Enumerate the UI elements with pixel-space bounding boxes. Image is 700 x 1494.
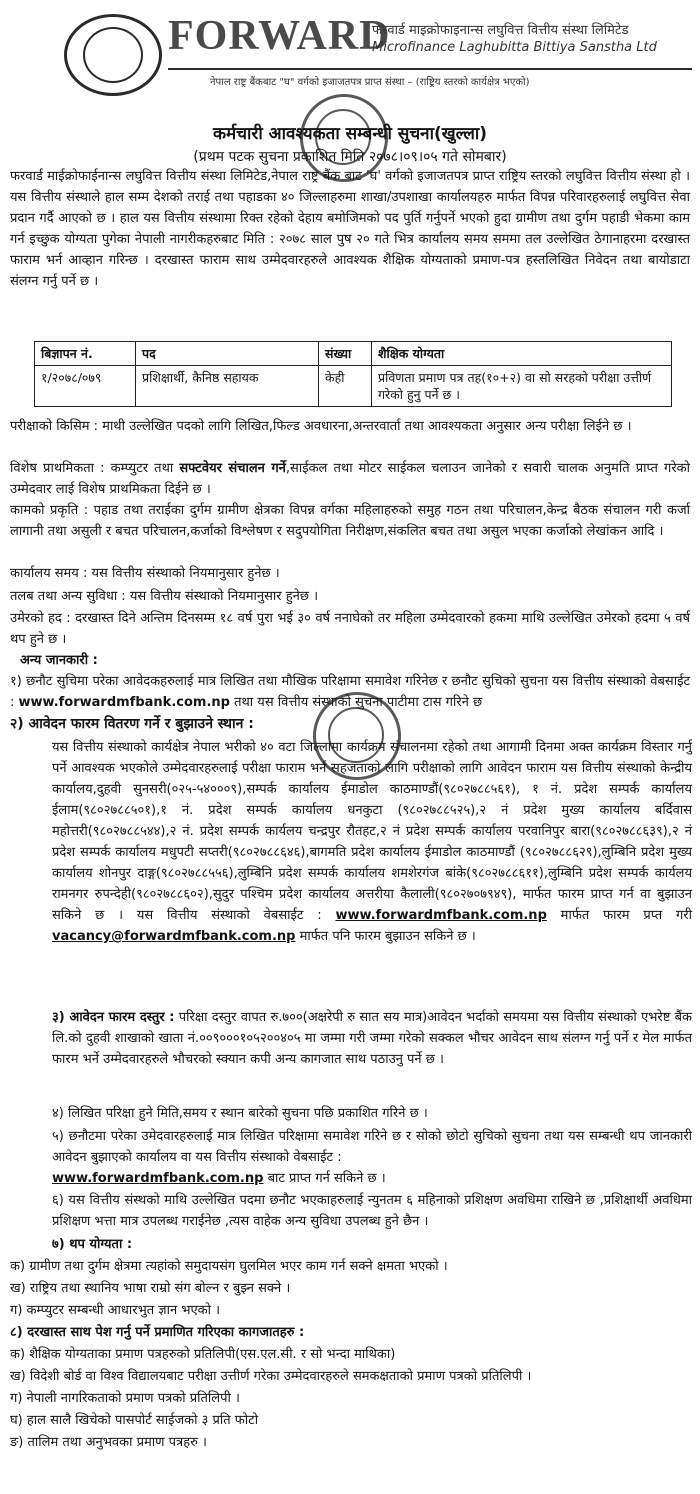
header-qualification: शैक्षिक योग्यता bbox=[372, 342, 672, 366]
section3-body bbox=[52, 1007, 692, 1070]
exam-type: परीक्षाको किसिम : माथी उल्लेखित पदको लागि लिखित,फिल्ड अवधारना,अन्तरवार्ता तथा आवश्यकता अनुसार अन्य परीक्षा लिईने छ । bbox=[10, 419, 632, 434]
website-link[interactable]: www.forwardmfbank.com.np bbox=[18, 695, 230, 710]
email-link[interactable]: vacancy@forwardmfbank.com.np bbox=[52, 929, 296, 944]
section8-item: क) शैक्षिक योग्यताका प्रमाण पत्रहरुको प्रतिलिपी(एस.एल.सी. र सो भन्दा माथिका) bbox=[10, 1347, 396, 1362]
salary-benefits: तलब तथा अन्य सुविधा : यस वित्तीय संस्थाको नियमानुसार हुनेछ । bbox=[10, 589, 319, 604]
company-logo bbox=[64, 14, 162, 96]
section3-text: परिक्षा दस्तुर वापत रु.७००(अक्षरेपी रु सात सय मात्र)आवेदन भर्दाको समयमा यस वित्तीय संस्थाको एभरेष्ट बैंक लि.को दुहवी शाखाको खाता नं.००९०००१०५२००४०५ मा जम्मा गरी जम्मा गरेको सक्कल भौचर आवेदन साथ संलग्न गर्नु पर्ने र मेल मार्फत फारम भर्ने उम्मेदवारहरुले भौचरको स्क्यान कपी अन्य कागजात साथ पठाउनु पर्ने छ । bbox=[52, 1010, 693, 1067]
intro-paragraph: फरवार्ड माईक्रोफाईनान्स लघुवित्त वित्तीय संस्था लिमिटेड,नेपाल राष्ट्र बैंक बाट 'घ' वर्गको इजाजतपत्र प्राप्त राष्ट्रिय स्तरको लघुवित्त वित्तीय संस्था हो । यस वित्तीय संस्थाले हाल सम्म देशको तराई तथा पहाडका ४० जिल्लाहरुमा शाखा/उपशाखा कार्यालयहरु मार्फत विपन्न परिवारहरुलाई लघुवित्त सेवा प्रदान गर्दै आएको छ । हाल यस वित्तीय संस्थामा रिक्त रहेको देहाय बमोजिमको पद पुर्ति गर्नुपर्ने भएको हुदा ग्रामीण तथा दुर्गम पहाडी भेकमा काम गर्न इच्छुक योग्यता पुगेका नेपाली नागरीकहरुबाट मिति : २०७८ साल पुष २० गते भित्र कार्यालय समय सममा तल उल्लेखित ठेगानाहरमा दरखास्त फाराम भर्न आव्हान गरिन्छ । दरखास्त फाराम साथ उम्मेदवारहरुले आवश्यक शैक्षिक योग्यताको प्रमाण-पत्र हस्तलिखित निवेदन तथा बायोडाटा संलग्न गर्नु पर्ने छ । bbox=[10, 169, 690, 289]
license-line: नेपाल राष्ट्र बैंकबाट "घ" वर्गको इजाजतपत्र प्राप्त संस्था – (राष्ट्रिय स्तरको कार्यक्षेत्र भएको) bbox=[210, 77, 530, 88]
age-limit: उमेरको हद : दरखास्त दिने अन्तिम दिनसम्म १८ वर्ष पुरा भई ३० वर्ष ननाघेको तर महिला उम्मेदवारको हकमा माथि उल्लेखित उमेरको हदमा ५ वर्ष थप हुने छ । bbox=[10, 611, 690, 647]
notice-title: कर्मचारी आवश्यकता सम्बन्धी सुचना(खुल्ला) bbox=[212, 124, 488, 144]
website-link[interactable]: www.forwardmfbank.com.np bbox=[52, 1171, 264, 1186]
section5-tail: बाट प्राप्त गर्न सकिने छ । bbox=[263, 1171, 386, 1186]
org-name-english: Microfinance Laghubitta Bittiya Sanstha Ltd bbox=[372, 40, 657, 55]
section5-text: ५) छनौटमा परेका उमेदवारहरुलाई मात्र लिखित परिक्षामा समावेश गरिने छ र सोको छोटो सुचिको सुचना तथा यस सम्बन्धी थप जानकारी आवेदन बुझाएको कार्यालय वा यस वित्तीय संस्थाको वेबसाईट : bbox=[52, 1129, 692, 1165]
cell-ad-number: १/२०७८/०७९ bbox=[35, 366, 136, 407]
table-row bbox=[35, 366, 672, 407]
header-ad-number: बिज्ञापन नं. bbox=[35, 342, 136, 366]
website-link[interactable]: www.forwardmfbank.com.np bbox=[335, 908, 547, 923]
section8-item: ख) विदेशी बोर्ड वा विश्व विद्यालयबाट परीक्षा उत्तीर्ण गरेका उम्मेदवारहरुले समकक्षताको प्रमाण पत्रको प्रतिलिपी । bbox=[10, 1369, 532, 1384]
section2-tail: मार्फत पनि फारम बुझाउन सकिने छ । bbox=[299, 929, 476, 944]
header-count: संख्या bbox=[319, 342, 372, 366]
section7-item: ख) राष्ट्रिय तथा स्थानिय भाषा राम्रो संग बोल्न र बुझ्न सक्ने । bbox=[10, 1281, 291, 1296]
section8-heading: ८) दरखास्त साथ पेश गर्नु पर्ने प्रमाणित गरिएका कागजातहरु : bbox=[10, 1325, 305, 1340]
priority-prefix: विशेष प्राथमिकता : कम्प्युटर तथा bbox=[10, 461, 180, 476]
section8-item: ङ) तालिम तथा अनुभवका प्रमाण पत्रहरु । bbox=[10, 1435, 207, 1450]
section7-item: ग) कम्प्युटर सम्बन्धी आधारभुत ज्ञान भएको । bbox=[10, 1303, 221, 1318]
section6: ६) यस वित्तीय संस्थको माथि उल्लेखित पदमा छनौट भएकाहरुलाई न्युनतम ६ महिनाको प्रशिक्षण अवधिमा राखिने छ ,प्रशिक्षार्थी अवधिमा प्रशिक्षण भत्ता मात्र उपलब्ध गराईनेछ ,त्यस वाहेक अन्य सुविधा उपलब्ध हुने छैन । bbox=[52, 1193, 692, 1229]
org-name-nepali: फरवार्ड माइक्रोफाइनान्स लघुवित्त वित्तीय संस्था लिमिटेड bbox=[372, 23, 629, 38]
section3-label: ३) आवेदन फारम दस्तुर : bbox=[52, 1010, 175, 1025]
item1-text: १) छनौट सुचिमा परेका आवेदकहरुलाई मात्र लिखित तथा मौखिक परिक्षामा समावेश गरिनेछ र छनौट सुचिको सुचना यस वित्तीय संस्थाको वेबसाईट : bbox=[10, 674, 690, 710]
section5 bbox=[52, 1126, 692, 1189]
section2-body bbox=[52, 737, 692, 947]
section2-text: यस वित्तीय संस्थाको कार्यक्षेत्र नेपाल भरीको ४० वटा जिल्लामा कार्यक्रम संचालनमा रहेको तथा आगामी दिनमा अक्त कार्यक्रम विस्तार गर्नु पर्ने आवश्यक भएकोले उम्मेदवारहरुलाई परीक्षा फाराम भर्न सहजताको लागि परीक्षाको लागि आवेदन फाराम यस वित्तीय संस्थाको केन्द्रीय कार्यालय,दुहवी सुनसरी(०२५-५४०००९),सम्पर्क कार्यालय ईमाडोल काठमाण्डौं(९८०२७८८५६१), १ नं. प्रदेश सम्पर्क कार्यालय ईलाम(९८०२७८८५०१),१ नं. प्रदेश सम्पर्क कार्यालय धनकुटा (९८०२७८८५२५),२ नं प्रदेश मुख्य कार्यालय बर्दिवास महोत्तरी(९८०२७८८५४४),२ नं. प्रदेश सम्पर्क कार्यलय चन्द्रपुर रौतहट,२ नं प्रदेश सम्पर्क कार्यालय परवानिपुर बारा(९८०२७८८६३९),२ नं प्रदेश सम्पर्क कार्यालय मधुपटी सप्तरी(९८०२७८८६४६),बागमति प्रदेश कार्यालय ईमाडोल काठमाण्डौं (९८०२७८८६२९),लुम्बिनि प्रदेश मुख्य कार्यालय शोनपुर दाङ्ग(९८०२७८८५५६),लुम्बिनि प्रदेश सम्पर्क कार्यालय शमशेरगंज बांके(९८०२७८८६११),लुम्बिनि प्रदेश सम्पर्क कार्यलय रामनगर रुपन्देही(९८०२७८८६०२),सुदुर पश्चिम प्रदेश कार्यालय अत्तरीया कैलाली(९८०२७०७९४९), मार्फत फारम प्राप्त गर्न वा बुझाउन सकिने छ । यस वित्तीय संस्थाको वेबसाईट : bbox=[52, 740, 692, 923]
vacancy-table bbox=[34, 341, 672, 407]
section7-heading: ७) थप योग्यता : bbox=[52, 1237, 133, 1252]
header-post: पद bbox=[136, 342, 319, 366]
notice-subtitle: (प्रथम पटक सुचना प्रकाशित मिति २०७८।०९।०५ गते सोमबार) bbox=[193, 149, 507, 165]
cell-post: प्रशिक्षार्थी, कैनिष्ठ सहायक bbox=[136, 366, 319, 407]
header-divider bbox=[168, 68, 692, 70]
special-priority bbox=[10, 458, 690, 500]
section4: ४) लिखित परिक्षा हुने मिति,समय र स्थान बारेको सुचना पछि प्रकाशित गरिने छ । bbox=[52, 1106, 428, 1121]
office-time: कार्यालय समय : यस वित्तीय संस्थाको नियमानुसार हुनेछ । bbox=[10, 566, 280, 581]
item1-tail: तथा यस वित्तीय संस्थाको सुचना पाटीमा टास गरिने छ bbox=[229, 695, 483, 710]
section8-item: घ) हाल सालै खिचेको पासपोर्ट साईजको ३ प्रति फोटो bbox=[10, 1413, 259, 1428]
table-header-row bbox=[35, 342, 672, 366]
section2-mid: मार्फत फारम प्रप्त गरी bbox=[546, 908, 692, 923]
section8-item: ग) नेपाली नागरिकताको प्रमाण पत्रको प्रतिलिपी । bbox=[10, 1391, 240, 1406]
cell-qualification: प्रविणता प्रमाण पत्र तह(१०+२) वा सो सरहको परीक्षा उत्तीर्ण गरेको हुनु पर्ने छ । bbox=[372, 366, 672, 407]
work-nature: कामको प्रकृति : पहाड तथा तराईका दुर्गम ग्रामीण क्षेत्रका विपन्न वर्गका महिलाहरुको समुह गठन तथा परिचालन,केन्द्र बैठक संचालन गरी कर्जा लागानी तथा असुली र बचत परिचालन,कर्जाको विश्लेषण र सदुपयोगिता निरीक्षण,संकलित बचत तथा असुल भएका कर्जाको लेखांकन आदि । bbox=[10, 503, 690, 539]
section2-heading: २) आवेदन फारम वितरण गर्ने र बुझाउने स्थान : bbox=[10, 716, 254, 732]
section7-item: क) ग्रामीण तथा दुर्गम क्षेत्रमा त्यहांको समुदायसंग घुलमिल भएर काम गर्न सक्ने क्षमता भएको । bbox=[10, 1259, 448, 1274]
logo-emblem-icon bbox=[83, 27, 143, 83]
cell-count: केही bbox=[319, 366, 372, 407]
priority-bold: सफ्टवेयर संचालन गर्ने bbox=[179, 461, 286, 476]
priority-rest: ,साईकल तथा मोटर साईकल चलाउन जानेको र सवारी चालक अनुमति प्राप्त गरेको उम्मेदवार लाई विशेष प्राथमिकता दिईने छ । bbox=[10, 461, 690, 497]
brand-name: FORWARD bbox=[168, 13, 391, 59]
other-info-heading: अन्य जानकारी : bbox=[20, 653, 98, 668]
letterhead bbox=[8, 4, 692, 96]
